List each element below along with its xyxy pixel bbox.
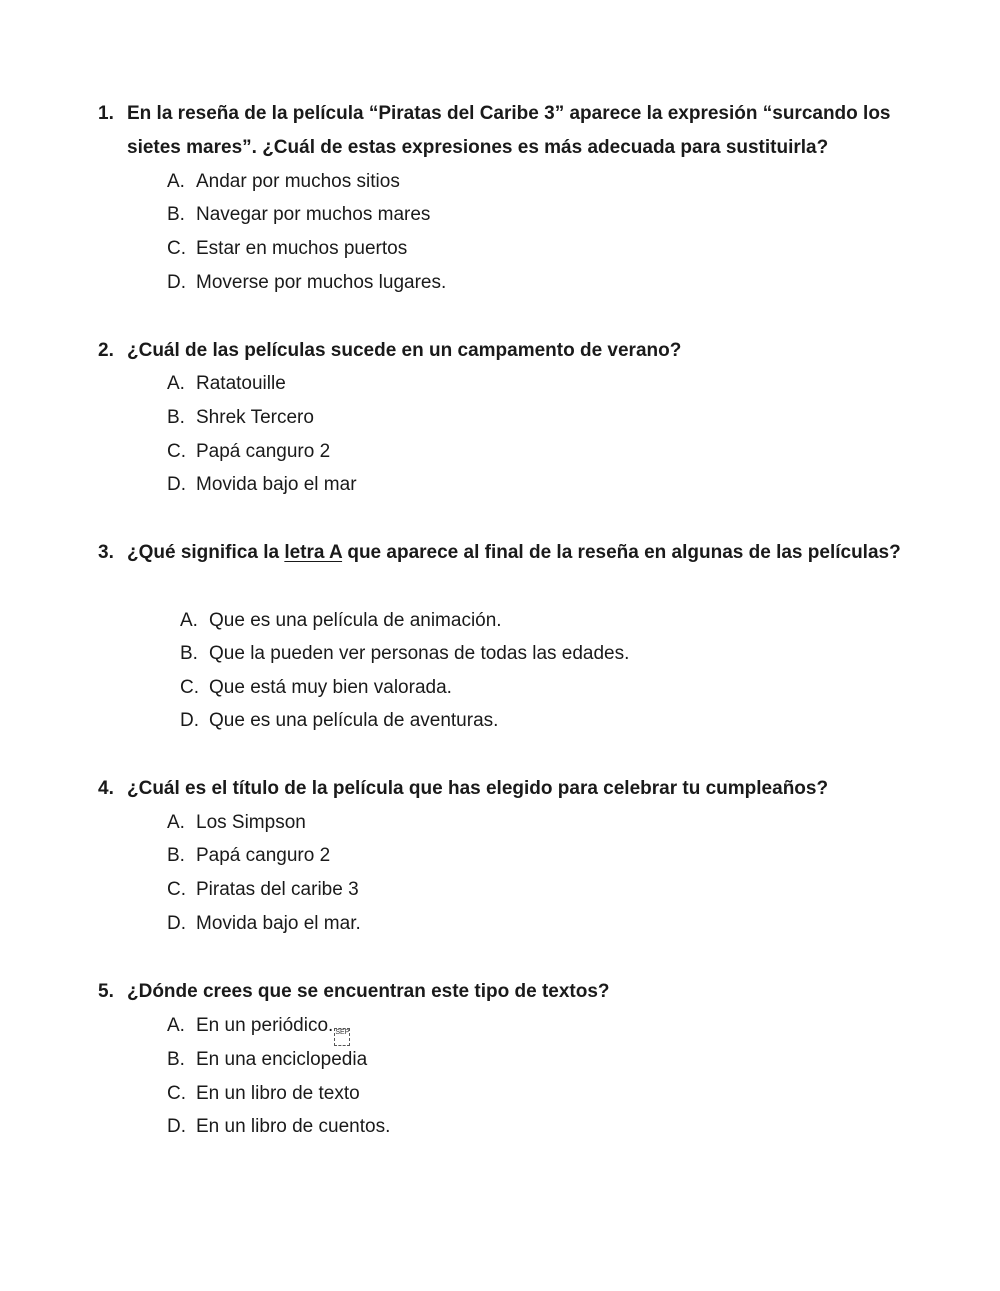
question-number: 2.	[98, 340, 114, 361]
option-letter: A.	[167, 812, 185, 833]
question-text-after: que aparece al final de la reseña en algunas de las películas?	[342, 542, 901, 563]
question-number: 5.	[98, 981, 114, 1002]
option-letter: C.	[167, 238, 186, 259]
option-letter: C.	[180, 677, 199, 698]
option-text-value: En un periódico.	[196, 1015, 334, 1036]
option-text: Que es una película de animación.	[209, 610, 502, 631]
option-text: Los Simpson	[196, 812, 306, 833]
option-text: Que la pueden ver personas de todas las edades.	[209, 643, 630, 664]
underlined-term: letra A	[284, 542, 343, 563]
option-text: Que está muy bien valorada.	[209, 677, 452, 698]
option-text	[196, 1009, 350, 1046]
question-number: 3.	[98, 542, 114, 563]
question-number: 4.	[98, 778, 114, 799]
option-text: Andar por muchos sitios	[196, 171, 400, 192]
option-letter: A.	[167, 171, 185, 192]
option-text: Movida bajo el mar.	[196, 913, 361, 934]
option-letter: C.	[167, 879, 186, 900]
option-text: Papá canguro 2	[196, 845, 331, 866]
question-text	[127, 536, 901, 570]
option-text: Estar en muchos puertos	[196, 238, 408, 259]
option-letter: D.	[167, 913, 186, 934]
option-letter: A.	[167, 373, 185, 394]
option-letter: D.	[180, 710, 199, 731]
option-letter: B.	[167, 204, 185, 225]
option-text: Movida bajo el mar	[196, 474, 357, 495]
option-text: Ratatouille	[196, 373, 286, 394]
option-letter: D.	[167, 1116, 186, 1137]
option-text: Piratas del caribe 3	[196, 879, 359, 900]
option-letter: C.	[167, 1083, 186, 1104]
option-letter: B.	[180, 643, 198, 664]
option-text: Que es una película de aventuras.	[209, 710, 499, 731]
option-text: Shrek Tercero	[196, 407, 314, 428]
option-letter: C.	[167, 441, 186, 462]
option-text: En un libro de texto	[196, 1083, 360, 1104]
question-text: ¿Cuál es el título de la película que has elegido para celebrar tu cumpleaños?	[127, 778, 829, 799]
option-letter: D.	[167, 272, 186, 293]
option-text: Papá canguro 2	[196, 441, 331, 462]
question-text: ¿Cuál de las películas sucede en un campamento de verano?	[127, 340, 682, 361]
option-text: En una enciclopedia	[196, 1049, 368, 1070]
option-letter: B.	[167, 845, 185, 866]
question-number: 1.	[98, 103, 114, 124]
option-letter: A.	[167, 1015, 185, 1036]
option-letter: B.	[167, 1049, 185, 1070]
option-text: Navegar por muchos mares	[196, 204, 431, 225]
question-text: sietes mares”. ¿Cuál de estas expresiones es más adecuada para sustituirla?	[127, 137, 829, 158]
separator-mark: SEP	[334, 1028, 350, 1046]
question-text: ¿Dónde crees que se encuentran este tipo de textos?	[127, 981, 610, 1002]
question-text: En la reseña de la película “Piratas del Caribe 3” aparece la expresión “surcando los	[127, 103, 891, 124]
option-letter: D.	[167, 474, 186, 495]
option-text: Moverse por muchos lugares.	[196, 272, 447, 293]
option-letter: B.	[167, 407, 185, 428]
option-text: En un libro de cuentos.	[196, 1116, 391, 1137]
option-letter: A.	[180, 610, 198, 631]
question-text-before: ¿Qué significa la	[127, 542, 285, 563]
